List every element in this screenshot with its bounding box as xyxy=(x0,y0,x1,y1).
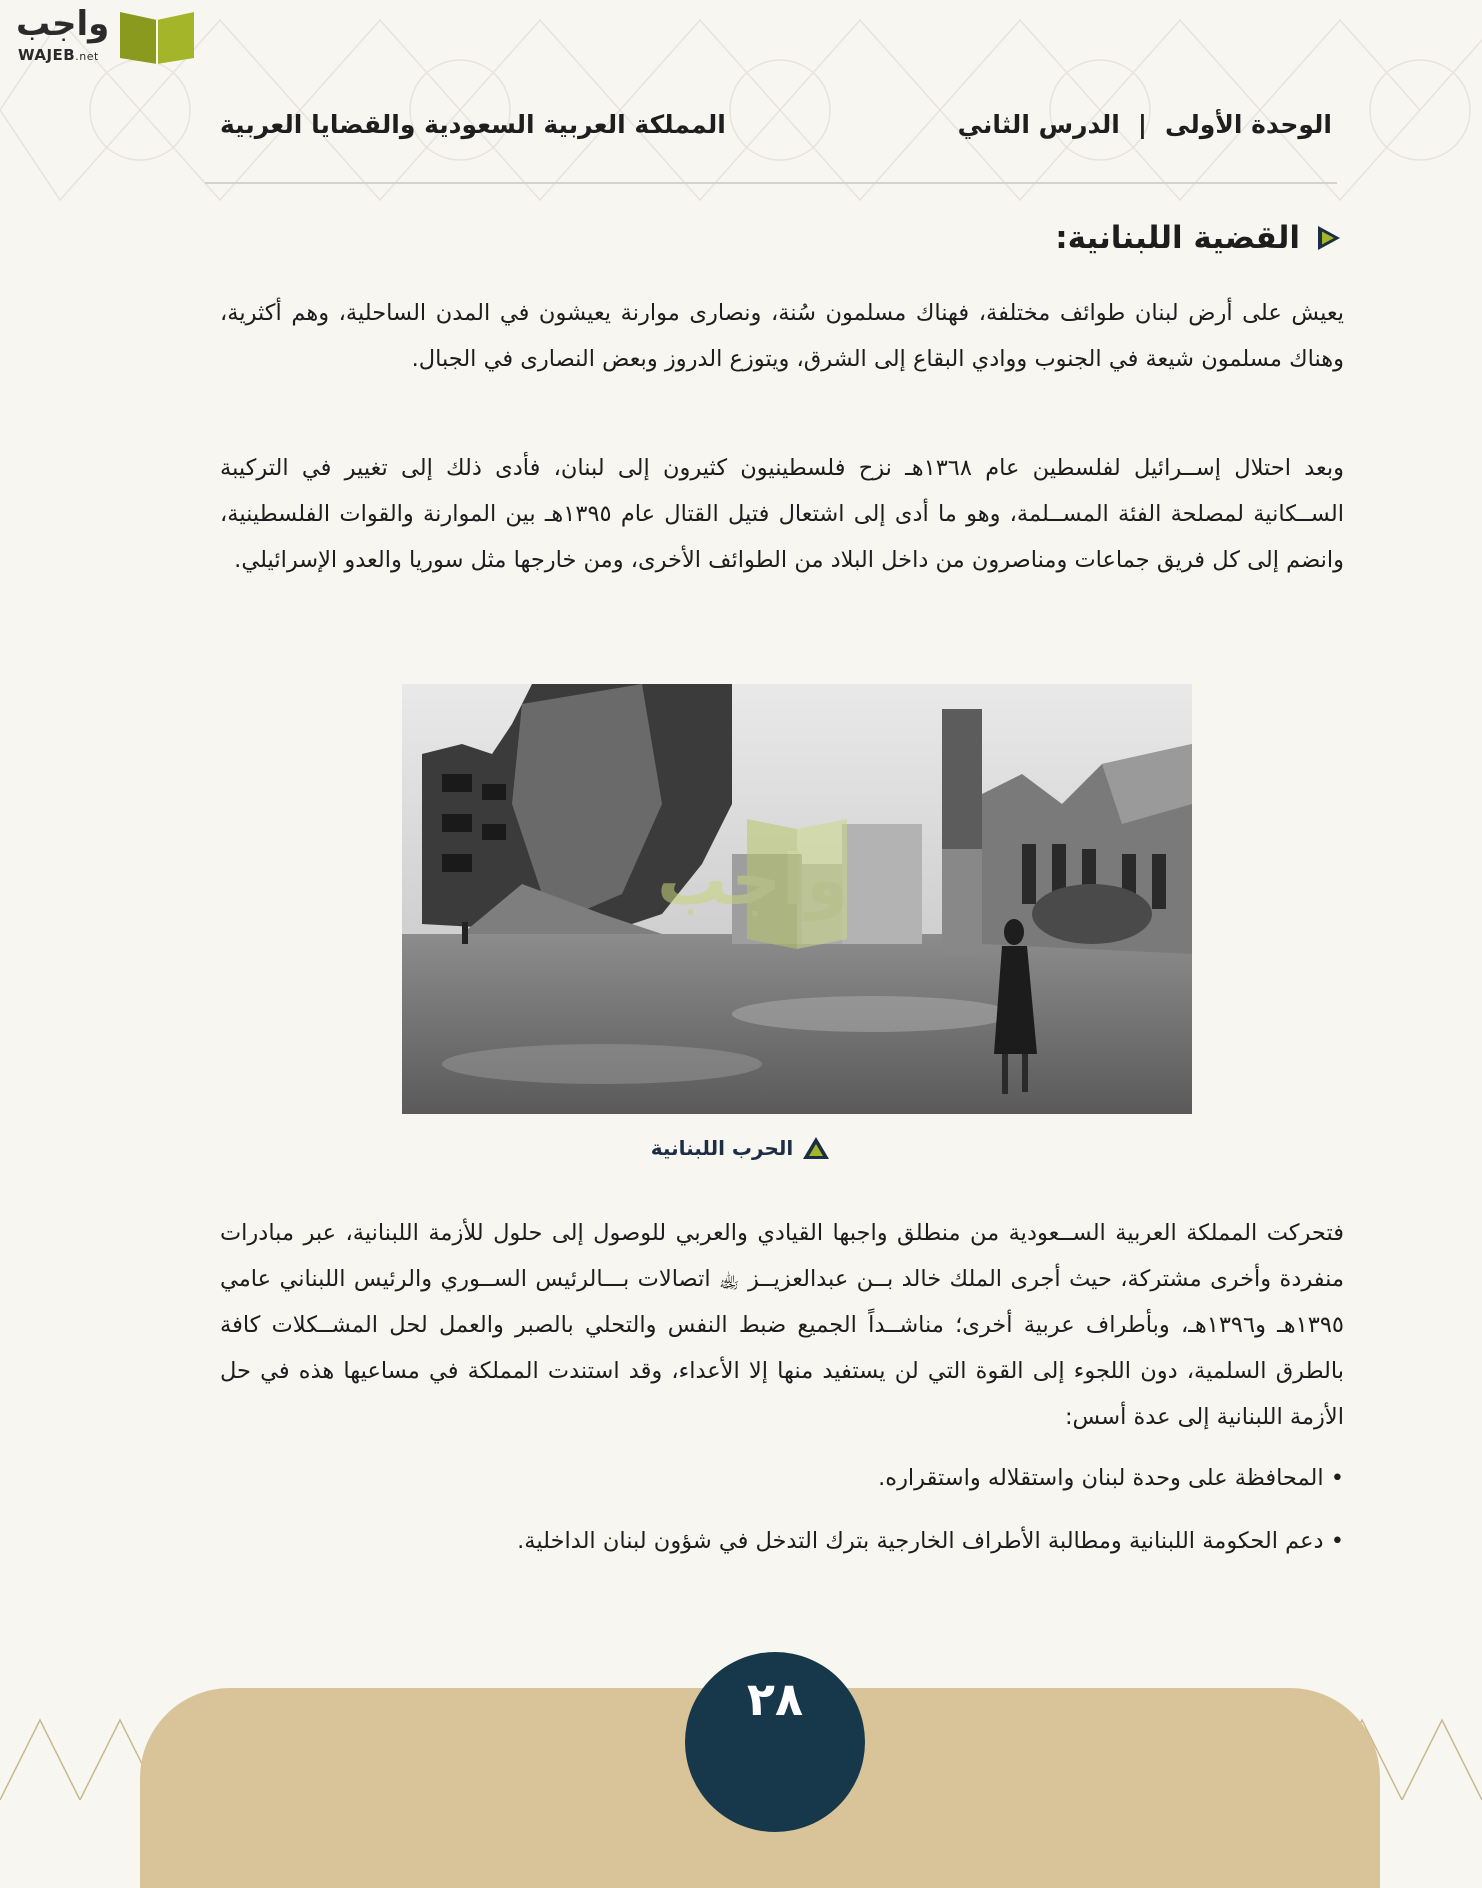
book-icon xyxy=(116,8,198,66)
lesson-label: الدرس الثاني xyxy=(957,110,1120,139)
wajeb-logo[interactable] xyxy=(10,4,190,68)
photo-caption xyxy=(600,1135,882,1161)
logo-arabic-text: واجب xyxy=(16,4,110,44)
lebanese-war-photo xyxy=(402,684,1192,1114)
unit-label: الوحدة الأولى xyxy=(1165,110,1332,139)
header-separator: | xyxy=(1137,110,1148,139)
page-number: ٢٨ xyxy=(746,1672,804,1726)
section-title-text: القضية اللبنانية: xyxy=(1055,220,1300,256)
list-item: • دعم الحكومة اللبنانية ومطالبة الأطراف الخارجية بترك التدخل في شؤون لبنان الداخلية. xyxy=(517,1528,1344,1554)
section-heading xyxy=(1055,220,1344,256)
list-item: • المحافظة على وحدة لبنان واستقلاله واستقراره. xyxy=(878,1465,1344,1491)
logo-latin-text: WAJEB.net xyxy=(18,46,99,64)
header-divider xyxy=(205,182,1337,184)
paragraph-1: يعيش على أرض لبنان طوائف مختلفة، فهناك مسلمون سُنة، ونصارى موارنة يعيشون في المدن الساحلية، وهم أكثرية، وهناك مسلمون شيعة في الجنوب ووادي البقاع إلى الشرق، ويتوزع الدروز وبعض النصارى في الجبال. xyxy=(220,300,1344,372)
photo-watermark: واجب xyxy=(657,839,850,921)
triangle-bullet-icon xyxy=(1314,223,1344,253)
paragraph-3: فتحركت المملكة العربية الســعودية من منطلق واجبها القيادي والعربي للوصول إلى حلول للأزمة اللبنانية، عبر مبادرات منفردة وأخرى مشتركة، حيث أجرى الملك خالد بــن عبدالعزيــز ﵀ اتصالات بـــالرئيس الســوري والرئيس اللبناني عامي ١٣٩٥هـ و١٣٩٦هـ، وبأطراف عربية أخرى؛ مناشــداً الجميع ضبط النفس والتحلي بالصبر والعمل لحل المشــكلات كافة بالطرق السلمية، دون اللجوء إلى القوة التي لن يستفيد منها إلا الأعداء، وقد استندت المملكة في مساعيها هذه في حل الأزمة اللبنانية إلى عدة أسس: xyxy=(220,1220,1344,1430)
page-header xyxy=(200,110,1332,150)
triangle-caption-icon xyxy=(801,1135,831,1161)
book-title: المملكة العربية السعودية والقضايا العربية xyxy=(220,110,726,139)
unit-lesson-label xyxy=(958,110,1332,139)
paragraph-2: وبعد احتلال إســرائيل لفلسطين عام ١٣٦٨هـ نزح فلسطينيون كثيرون إلى لبنان، فأدى ذلك إلى تغيير في التركيبة الســكانية لمصلحة الفئة المســلمة، وهو ما أدى إلى اشتعال فتيل القتال عام ١٣٩٥هـ بين الموارنة والقوات الفلسطينية، وانضم إلى كل فريق جماعات ومناصرون من داخل البلاد من الطوائف الأخرى، ومن خارجها مثل سوريا والعدو الإسرائيلي. xyxy=(220,455,1344,573)
war-scene-illustration xyxy=(402,684,1192,1114)
caption-text: الحرب اللبنانية xyxy=(650,1136,794,1160)
